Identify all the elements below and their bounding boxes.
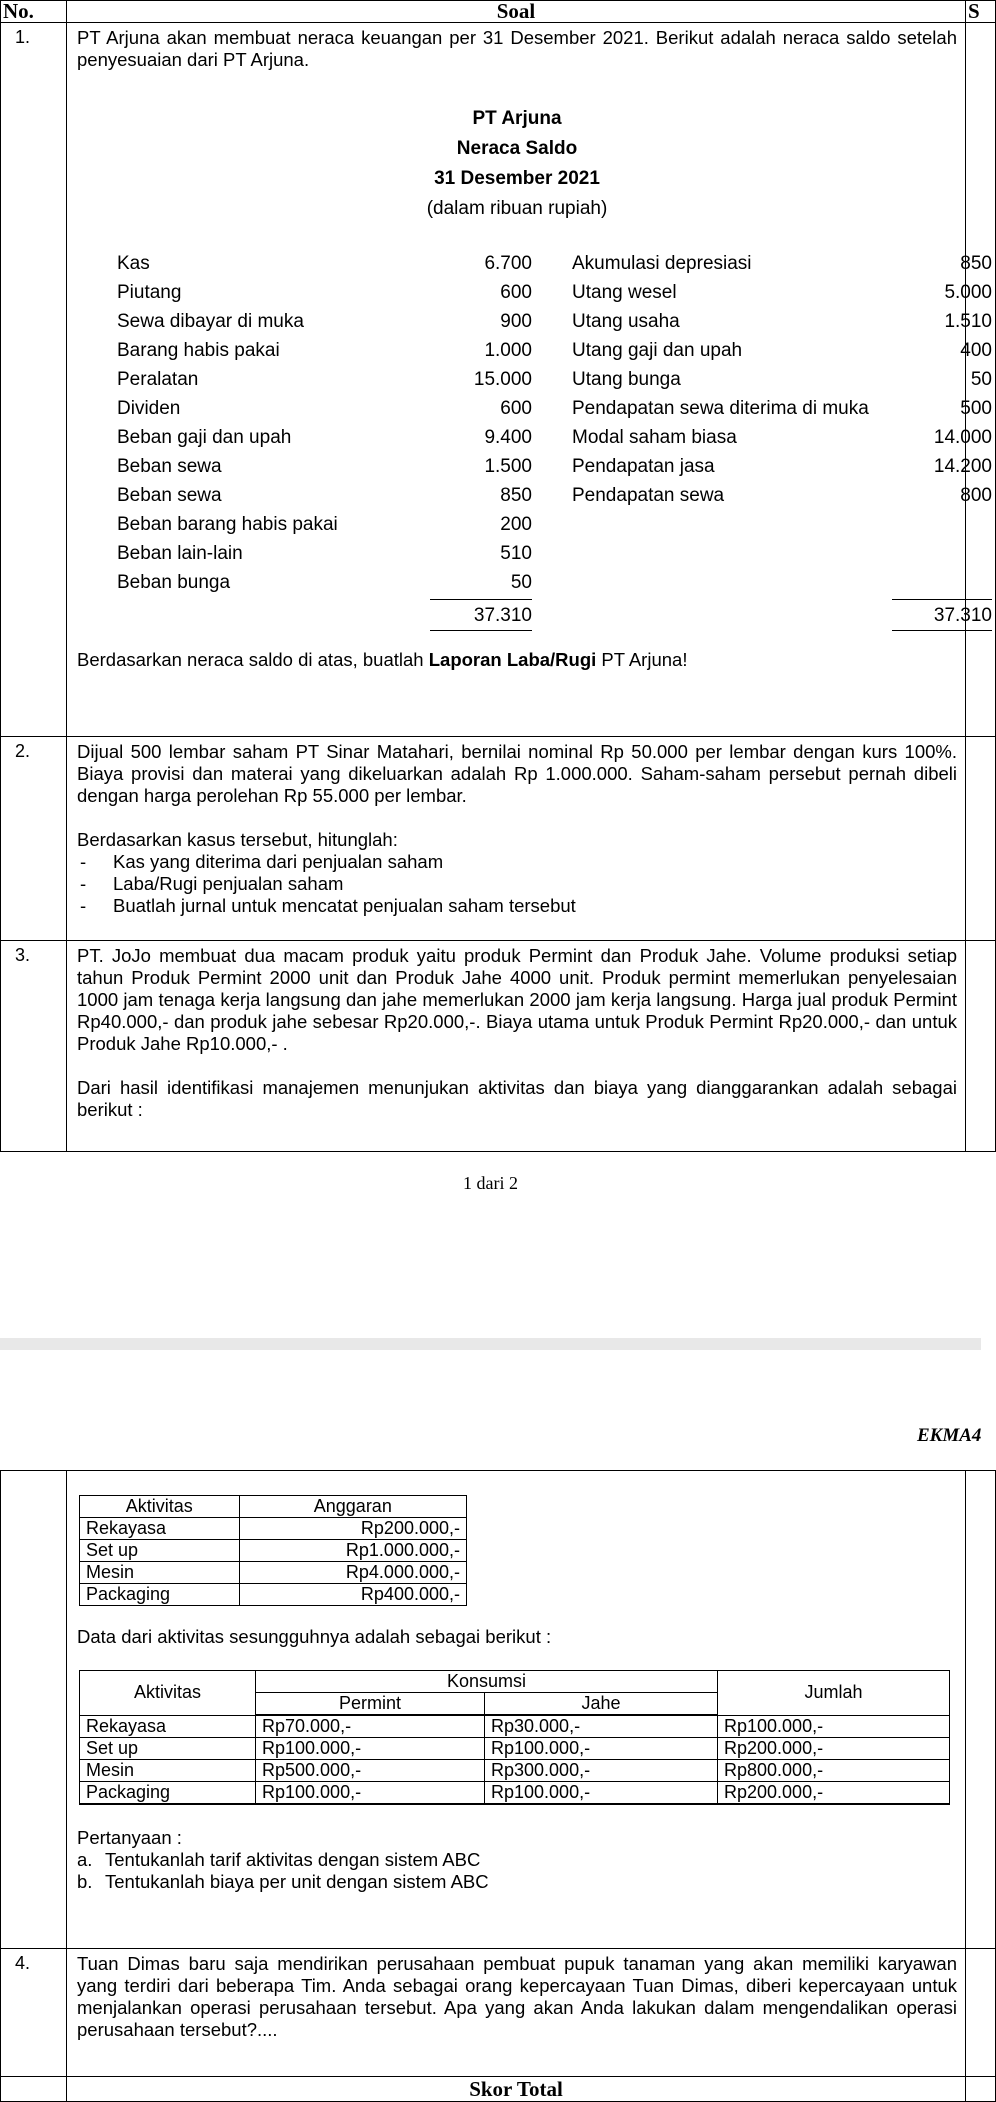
total-label: Skor Total [67, 2077, 966, 2102]
permint-cell: Rp70.000,- [256, 1715, 485, 1738]
credit-account: Utang wesel [572, 282, 677, 303]
question-table-continued [0, 1470, 996, 2102]
question-number: 2. [1, 737, 67, 941]
question-body [67, 23, 992, 737]
trial-balance-row [77, 249, 992, 278]
trial-balance-row [77, 539, 957, 568]
page-footer: 1 dari 2 [463, 1173, 518, 1193]
trial-balance-row [77, 568, 957, 597]
item-text: Tentukanlah tarif aktivitas dengan sistem ABC [105, 1849, 481, 1870]
question-row-4 [1, 1949, 996, 2077]
actual-header-consumption: Konsumsi [256, 1671, 718, 1693]
table-row [80, 1540, 467, 1562]
debit-account: Beban gaji dan upah [117, 427, 292, 448]
debit-total-underline [430, 630, 532, 631]
question-number: 3. [1, 941, 67, 1152]
debit-amount: 600 [500, 282, 532, 303]
debit-account: Beban bunga [117, 572, 231, 593]
credit-amount: 1.510 [944, 311, 992, 332]
table-row [80, 1760, 950, 1782]
question-item [77, 1871, 957, 1893]
credit-amount: 400 [960, 340, 992, 361]
activity-cell: Packaging [80, 1782, 256, 1805]
question-body [67, 1949, 966, 2077]
jahe-cell: Rp300.000,- [485, 1760, 718, 1782]
actual-header-permint: Permint [256, 1693, 485, 1716]
table-row [80, 1562, 467, 1584]
debit-amount: 510 [500, 543, 532, 564]
debit-account: Beban lain-lain [117, 543, 243, 564]
activity-cell: Mesin [80, 1760, 256, 1782]
credit-amount: 14.000 [933, 427, 992, 448]
page-separator [0, 1338, 981, 1350]
debit-amount: 850 [500, 485, 532, 506]
actual-header-total: Jumlah [718, 1671, 950, 1716]
activity-cell: Set up [80, 1540, 240, 1562]
actual-header-jahe: Jahe [485, 1693, 718, 1716]
debit-account: Peralatan [117, 369, 199, 390]
activity-cell: Rekayasa [80, 1518, 240, 1540]
debit-account: Sewa dibayar di muka [117, 311, 304, 332]
debit-amount: 200 [500, 514, 532, 535]
actual-table [79, 1670, 950, 1805]
credit-account: Pendapatan jasa [572, 456, 715, 477]
credit-amount: 50 [970, 369, 992, 390]
credit-amount: 14.200 [933, 456, 992, 477]
statement-unit: (dalam ribuan rupiah) [426, 198, 608, 219]
question-number: 4. [1, 1949, 67, 2077]
total-cell: Rp200.000,- [718, 1738, 950, 1760]
question-text: PT. JoJo membuat dua macam produk yaitu produk Permint dan Produk Jahe. Volume produksi setiap tahun Produk Permint 2000 unit dan Produk Jahe 4000 unit. Produk permint memerlukan penyelesaian 1000 jam tenaga kerja langsung dan jahe memerlukan 2000 jam kerja langsung. Harga jual produk Permint Rp40.000,- dan produk jahe sebesar Rp20.000,-. Biaya utama untuk Produk Permint Rp20.000,- dan untuk Produk Jahe Rp10.000,- . [77, 945, 957, 1054]
budget-header-budget: Anggaran [239, 1496, 466, 1518]
question-row-2 [1, 737, 996, 941]
trial-balance-row [77, 278, 992, 307]
credit-account: Utang usaha [572, 311, 680, 332]
trial-balance-row [77, 394, 992, 423]
activity-cell: Packaging [80, 1584, 240, 1606]
credit-amount: 850 [960, 253, 992, 274]
activity-cell: Set up [80, 1738, 256, 1760]
credit-amount: 5.000 [944, 282, 992, 303]
debit-account: Barang habis pakai [117, 340, 280, 361]
credit-account: Modal saham biasa [572, 427, 737, 448]
credit-total-line [892, 599, 992, 600]
question-body [67, 1471, 966, 1949]
question-lead: Berdasarkan kasus tersebut, hitunglah: [77, 829, 398, 850]
table-row [80, 1782, 950, 1805]
credit-account: Pendapatan sewa [572, 485, 725, 506]
debit-account: Beban barang habis pakai [117, 514, 338, 535]
credit-total: 37.310 [933, 605, 992, 626]
question-text-2: Dari hasil identifikasi manajemen menunjukan aktivitas dan biaya yang dianggarankan adalah sebagai berikut : [77, 1077, 957, 1120]
score-cell [966, 941, 996, 1152]
jahe-cell: Rp30.000,- [485, 1715, 718, 1738]
question-body [67, 737, 966, 941]
trial-balance-row [77, 510, 957, 539]
trial-balance-row [77, 336, 992, 365]
task-emphasis: Laporan Laba/Rugi [428, 649, 597, 670]
budget-cell: Rp400.000,- [239, 1584, 466, 1606]
activity-cell: Mesin [80, 1562, 240, 1584]
trial-balance-row [77, 452, 992, 481]
header-no: No. [1, 1, 67, 23]
question-text: Tuan Dimas baru saja mendirikan perusahaan pembuat pupuk tanaman yang akan memiliki karyawan yang terdiri dari beberapa Tim. Anda sebagai orang kepercayaan Tuan Dimas, diberi kepercayaan untuk menjalankan operasi perusahaan tersebut. Apa yang akan Anda lakukan dalam mengendalikan operasi perusahaan tersebut?.... [77, 1953, 957, 2040]
jahe-cell: Rp100.000,- [485, 1782, 718, 1805]
debit-total-line [430, 599, 532, 600]
trial-balance [77, 249, 992, 626]
debit-account: Dividen [117, 398, 181, 419]
credit-amount: 800 [960, 485, 992, 506]
debit-amount: 600 [500, 398, 532, 419]
total-row [1, 2077, 996, 2102]
statement-date: 31 Desember 2021 [434, 168, 600, 189]
item-text: Tentukanlah biaya per unit dengan sistem ABC [105, 1871, 489, 1892]
list-item: - Laba/Rugi penjualan saham [77, 873, 957, 895]
debit-amount: 1.500 [484, 456, 532, 477]
question-item [77, 1849, 957, 1871]
debit-amount: 15.000 [473, 369, 532, 390]
item-label: b. [77, 1871, 93, 1892]
jahe-cell: Rp100.000,- [485, 1738, 718, 1760]
credit-account: Utang bunga [572, 369, 681, 390]
question-row-3-continued [1, 1471, 996, 1949]
trial-balance-total-row [77, 601, 992, 630]
question-number [1, 1471, 67, 1949]
credit-total-underline [892, 630, 992, 631]
list-item: - Buatlah jurnal untuk mencatat penjualan saham tersebut [77, 895, 957, 917]
question-body [67, 941, 966, 1152]
debit-amount: 50 [510, 572, 532, 593]
debit-amount: 6.700 [484, 253, 532, 274]
question-lead: Pertanyaan : [77, 1827, 182, 1848]
budget-cell: Rp200.000,- [239, 1518, 466, 1540]
question-text: PT Arjuna akan membuat neraca keuangan per 31 Desember 2021. Berikut adalah neraca saldo setelah penyesuaian dari PT Arjuna. [77, 27, 957, 70]
debit-total: 37.310 [473, 605, 532, 626]
trial-balance-row [77, 365, 992, 394]
item-label: a. [77, 1849, 93, 1870]
budget-table [79, 1495, 467, 1606]
question-row-3 [1, 941, 996, 1152]
question-list [77, 1849, 957, 1893]
trial-balance-row [77, 423, 992, 452]
table-row [80, 1584, 467, 1606]
debit-amount: 900 [500, 311, 532, 332]
debit-amount: 9.400 [484, 427, 532, 448]
table-row [80, 1738, 950, 1760]
header-skor: S [966, 1, 996, 23]
credit-amount: 500 [960, 398, 992, 419]
score-cell [966, 737, 996, 941]
total-cell: Rp800.000,- [718, 1760, 950, 1782]
actual-header-activity: Aktivitas [80, 1671, 256, 1716]
question-task: Berdasarkan neraca saldo di atas, buatlah Laporan Laba/Rugi PT Arjuna! [77, 649, 688, 670]
table-row [80, 1518, 467, 1540]
debit-amount: 1.000 [484, 340, 532, 361]
table-row [80, 1715, 950, 1738]
question-list [77, 851, 957, 917]
budget-cell: Rp4.000.000,- [239, 1562, 466, 1584]
credit-account: Akumulasi depresiasi [572, 253, 752, 274]
total-cell: Rp100.000,- [718, 1715, 950, 1738]
debit-account: Piutang [117, 282, 182, 303]
permint-cell: Rp500.000,- [256, 1760, 485, 1782]
company-name: PT Arjuna [472, 108, 562, 129]
score-cell [966, 1949, 996, 2077]
running-header: EKMA4 [917, 1425, 982, 1446]
permint-cell: Rp100.000,- [256, 1738, 485, 1760]
trial-balance-row [77, 481, 992, 510]
score-cell [966, 1471, 996, 1949]
permint-cell: Rp100.000,- [256, 1782, 485, 1805]
debit-account: Beban sewa [117, 456, 222, 477]
trial-balance-row [77, 307, 992, 336]
header-soal: Soal [67, 1, 966, 23]
activity-cell: Rekayasa [80, 1715, 256, 1738]
question-text: Dijual 500 lembar saham PT Sinar Matahari, bernilai nominal Rp 50.000 per lembar dengan kurs 100%. Biaya provisi dan materai yang dikeluarkan adalah Rp 1.000.000. Saham-saham persebut pernah dibeli dengan harga perolehan Rp 55.000 per lembar. [77, 741, 957, 806]
list-item: - Kas yang diterima dari penjualan saham [77, 851, 957, 873]
budget-header-activity: Aktivitas [80, 1496, 240, 1518]
statement-title: Neraca Saldo [456, 138, 578, 159]
budget-cell: Rp1.000.000,- [239, 1540, 466, 1562]
credit-account: Pendapatan sewa diterima di muka [572, 398, 869, 419]
question-row-1 [1, 23, 996, 737]
debit-account: Kas [117, 253, 150, 274]
total-cell: Rp200.000,- [718, 1782, 950, 1805]
credit-account: Utang gaji dan upah [572, 340, 743, 361]
actual-lead: Data dari aktivitas sesungguhnya adalah sebagai berikut : [77, 1626, 552, 1647]
debit-account: Beban sewa [117, 485, 222, 506]
question-number: 1. [1, 23, 67, 737]
page-2 [0, 1350, 981, 2100]
